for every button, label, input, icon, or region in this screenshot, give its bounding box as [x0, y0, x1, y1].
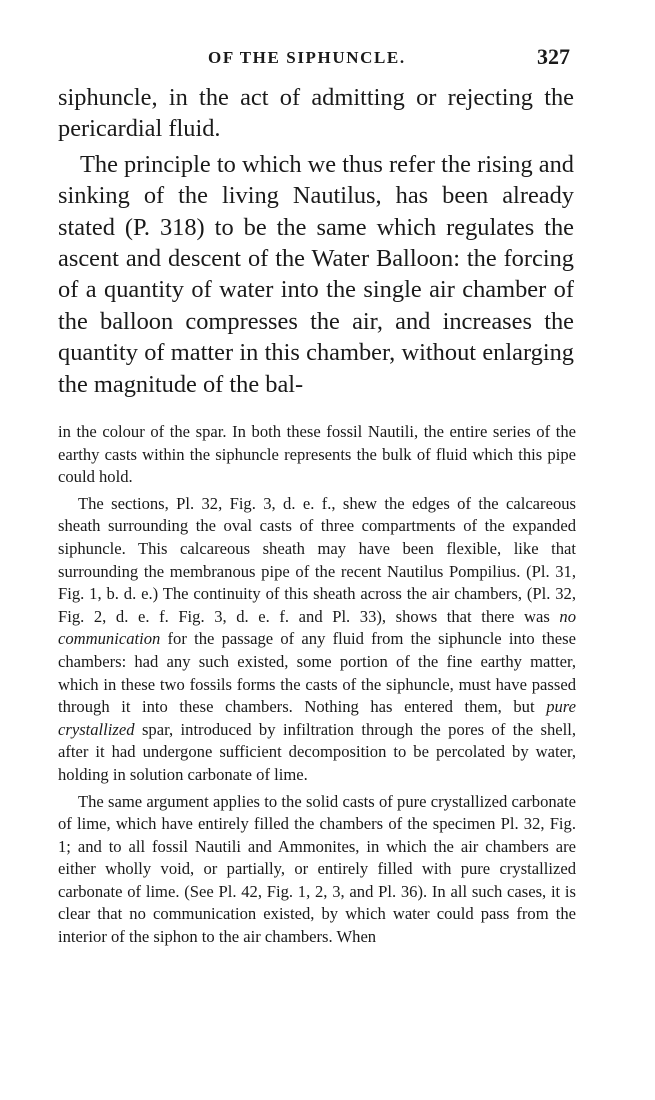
main-text: [58, 82, 574, 400]
footnote: [58, 421, 576, 949]
footnote-paragraph-1: in the colour of the spar. In both these fossil Nautili, the entire series of the earthy casts within the siphuncle represents the bulk of fluid which this pipe could hold.: [58, 422, 576, 487]
running-head: OF THE SIPHUNCLE.: [208, 48, 406, 67]
footnote-p2-text-a: The sections, Pl. 32, Fig. 3, d. e. f., shew the edges of the calcareous sheath surrounding the oval casts of three compartments of the expanded siphuncle. This calcareous sheath may have been flexible, like that surrounding the membranous pipe of the recent Nautilus Pompilius. (Pl. 31, Fig. 1, b. d. e.) The continuity of this sheath across the air chambers, (Pl. 32, Fig. 2, d. e. f. Fig. 3, d. e. f. and Pl. 33), shows that there was: [58, 493, 576, 626]
footnote-p2-text-b: for the passage of any fluid from the siphuncle into these chambers: had any such existed, some portion of the fine earthy matter, which in these two fossils forms the casts of the siphuncle, must have passed through it into these chambers. Nothing has entered them, but: [58, 629, 576, 717]
footnote-p2-text-c: spar, introduced by infiltration through the pores of the shell, after it had undergone sufficient decomposition to be percolated by water, holding in solution carbonate of lime.: [58, 719, 576, 784]
main-paragraph-1: siphuncle, in the act of admitting or rejecting the pericardial fluid.: [58, 84, 574, 143]
footnote-paragraph-3: The same argument applies to the solid casts of pure crystallized carbonate of lime, which have entirely filled the chambers of the specimen Pl. 32, Fig. 1; and to all fossil Nautili and Ammonites, in which the air chambers are either wholly void, or partially, or entirely filled with pure crystallized carbonate of lime. (See Pl. 42, Fig. 1, 2, 3, and Pl. 36). In all such cases, it is clear that no communication existed, by which water could pass from the interior of the siphon to the air chambers. When: [58, 791, 576, 947]
main-paragraph-2: The principle to which we thus refer the rising and sinking of the living Nautilus, has been already stated (P. 318) to be the same which regulates the ascent and descent of the Water Balloon: the forcing of a quantity of water into the single air chamber of the balloon compresses the air, and increases the quantity of matter in this chamber, without enlarging the magnitude of the bal-: [58, 150, 574, 398]
footnote-paragraph-2: [58, 493, 576, 787]
page-number: 327: [537, 44, 570, 69]
footnote-italic-pure-crystallized: pure crystallized: [58, 697, 576, 739]
page-header: [58, 44, 570, 76]
footnote-italic-no-communication: no communication: [58, 606, 576, 649]
